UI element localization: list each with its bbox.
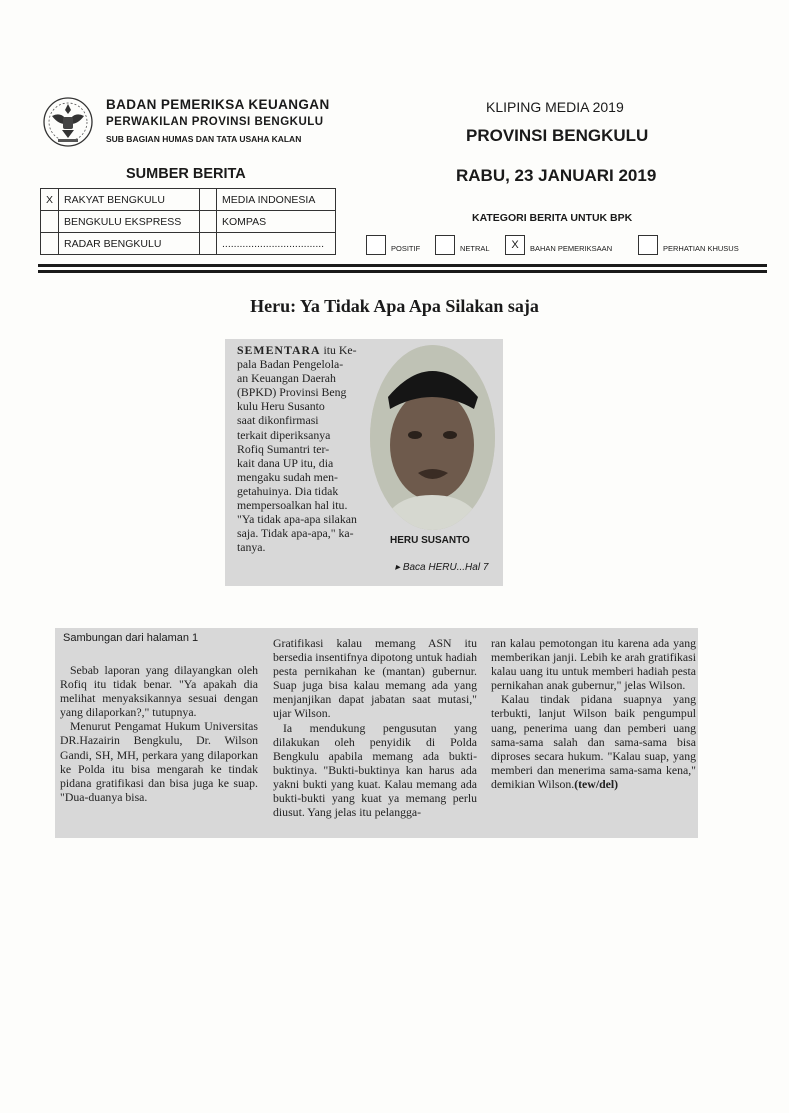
continuation-column-1 (60, 663, 258, 804)
signoff: (tew/del) (574, 776, 619, 791)
source-row (41, 233, 336, 255)
article-headline: Heru: Ya Tidak Apa Apa Silakan saja (250, 296, 539, 316)
category-perhatian-khusus[interactable] (638, 233, 739, 255)
continued-label: Baca HERU...Hal 7 (402, 562, 489, 573)
source-checkbox[interactable] (41, 211, 59, 233)
source-checkbox[interactable] (41, 233, 59, 255)
province-title: PROVINSI BENGKULU (466, 126, 649, 145)
paragraph: Kalau tindak pidana suapnya yang terbukti, lanjut Wilson baik pengumpul uang, penerima uang dan pemberi uang sama-sama salah dan sama-sama bisa diproses secara hukum. "Kalau suap, yang memberi dan menerima sama-sama kena," demikian Wilson.(tew/del) (491, 692, 696, 791)
continuation-column-3 (491, 636, 696, 791)
category-netral[interactable] (435, 233, 490, 255)
category-label: PERHATIAN KHUSUS (663, 244, 739, 253)
paragraph: Ia mendukung pengusutan yang dilakukan oleh penyidik di Polda Bengkulu apabila memang ada bukti-buktinya. "Bukti-buktinya kan harus ada yakni bukti yang kuat. Kalau memang ada bukti-bukti yang kuat ya memang perlu diusut. Yang jelas itu pelangga- (273, 720, 477, 820)
paragraph: Gratifikasi kalau memang ASN itu bersedia insentifnya dipotong untuk hadiah pesta pernikahan ke (mantan) gubernur. Suap juga bisa kalau memang ada yang menjanjikan dapat jabatan saat mutasi," ujar Wilson. (273, 636, 477, 721)
source-checkbox[interactable] (200, 189, 217, 211)
category-title: KATEGORI BERITA UNTUK BPK (472, 212, 633, 224)
category-label: BAHAN PEMERIKSAAN (530, 244, 613, 253)
continuation-label: Sambungan dari halaman 1 (63, 632, 199, 644)
category-checkbox[interactable]: X (505, 235, 525, 255)
source-row (41, 189, 336, 211)
source-title: SUMBER BERITA (126, 166, 246, 182)
date-title: RABU, 23 JANUARI 2019 (456, 166, 657, 185)
source-checkbox[interactable] (200, 233, 217, 255)
org-name: BADAN PEMERIKSA KEUANGAN (106, 97, 330, 112)
source-name: BENGKULU EKSPRESS (59, 211, 200, 233)
lead-word: SEMENTARA (237, 343, 321, 357)
category-checkbox[interactable] (366, 235, 386, 255)
portrait-photo (370, 345, 495, 530)
source-checkbox[interactable] (200, 211, 217, 233)
source-name: RADAR BENGKULU (59, 233, 200, 255)
category-checkbox[interactable] (638, 235, 658, 255)
category-positif[interactable] (366, 233, 420, 255)
source-checkbox[interactable]: X (41, 189, 59, 211)
article-lead-text: SEMENTARA itu Ke- pala Badan Pengelola- an Keuangan Daerah (BPKD) Provinsi Beng kulu Heru Susanto saat dikonfirmasi terkait diperiksanya Rofiq Sumantri ter- kait dana UP itu, dia mengaku sudah men- getahuinya. Dia tidak mempersoalkan hal itu. "Ya tidak apa-apa silakan saja. Tidak apa-apa," ka- tanya. (237, 343, 357, 555)
category-bahan-pemeriksaan[interactable] (505, 233, 612, 255)
source-name: RAKYAT BENGKULU (59, 189, 200, 211)
source-name: ................................... (217, 233, 336, 255)
source-name: MEDIA INDONESIA (217, 189, 336, 211)
separator-line (38, 264, 767, 267)
paragraph: ran kalau pemotongan itu karena ada yang memberikan janji. Lebih ke arah gratifikasi kalau uang itu untuk memberi hadiah pesta pernikahan anak gubernur," jelas Wilson. (491, 636, 696, 693)
source-row (41, 211, 336, 233)
paragraph: Menurut Pengamat Hukum Universitas DR.Hazairin Bengkulu, Dr. Wilson Gandi, SH, MH, perkara yang dilaporkan ke Polda itu bisa mengarah ke tindak pidana gratifikasi dan bisa juga ke suap. "Dua-duanya bisa. (60, 719, 258, 804)
org-branch: PERWAKILAN PROVINSI BENGKULU (106, 116, 324, 128)
continuation-column-2 (273, 636, 477, 819)
category-label: POSITIF (391, 244, 421, 253)
bpk-garuda-logo-icon (38, 90, 98, 150)
photo-caption: HERU SUSANTO (390, 535, 470, 546)
separator-line (38, 270, 767, 273)
kliping-title: KLIPING MEDIA 2019 (486, 99, 624, 115)
org-subdivision: SUB BAGIAN HUMAS DAN TATA USAHA KALAN (106, 134, 302, 144)
category-checkbox[interactable] (435, 235, 455, 255)
source-name: KOMPAS (217, 211, 336, 233)
triangle-right-icon: ▸ (395, 562, 401, 573)
source-table (40, 188, 336, 255)
portrait-image-icon (370, 345, 495, 530)
continued-link[interactable] (395, 562, 488, 573)
category-label: NETRAL (460, 244, 490, 253)
paragraph: Sebab laporan yang dilayangkan oleh Rofiq itu tidak benar. "Ya apakah dia melihat menyaksikannya sesuai dengan yang dilaporkan?," tutupnya. (60, 663, 258, 720)
